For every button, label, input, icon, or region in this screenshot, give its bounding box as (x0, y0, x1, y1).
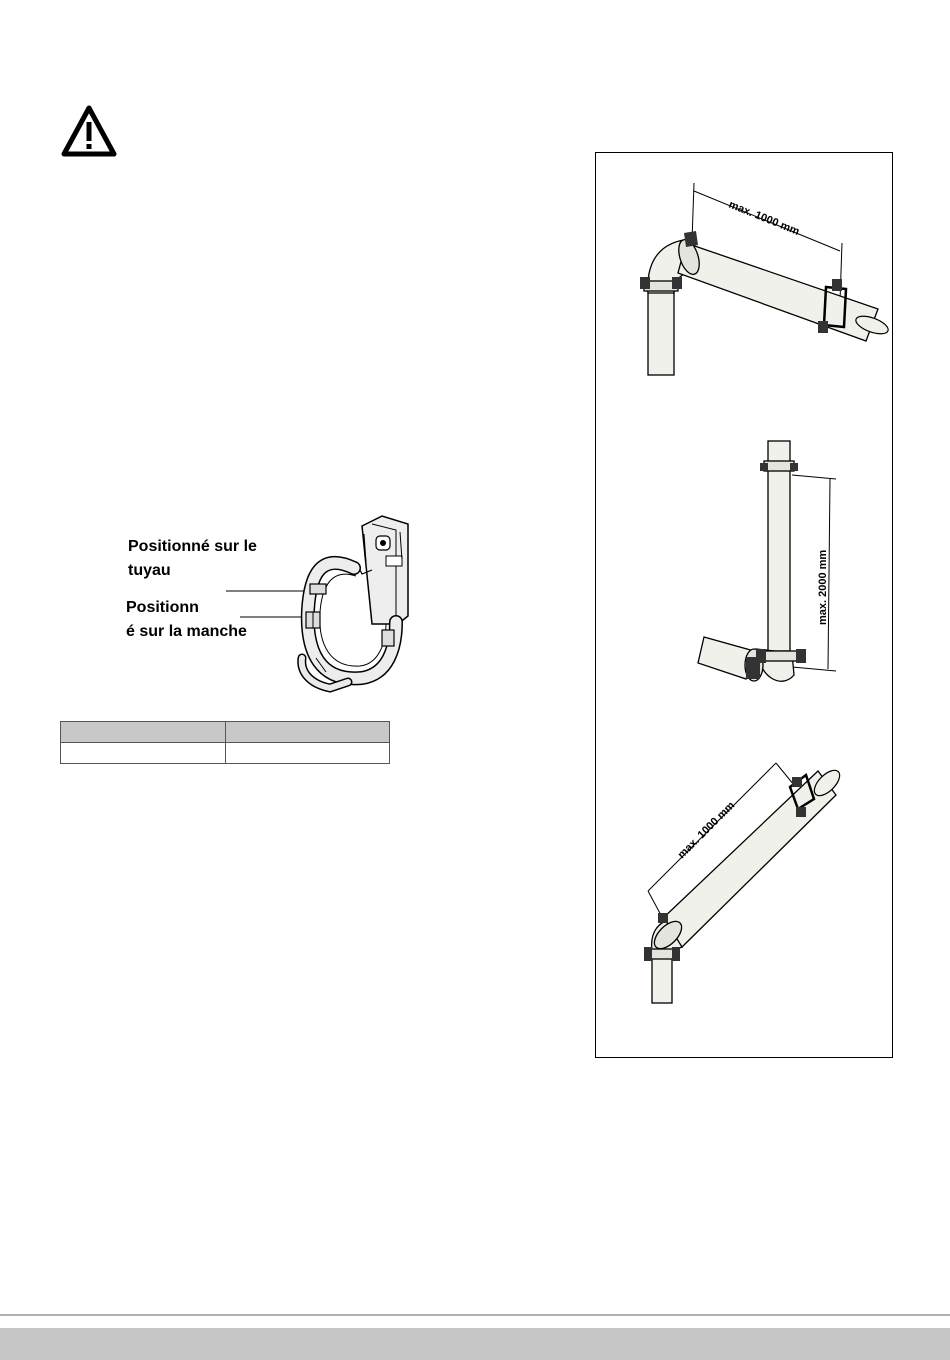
table-cell (61, 743, 226, 764)
table-row (61, 743, 390, 764)
vertical-pipe-diagram (596, 439, 892, 699)
warning-triangle-icon (60, 104, 118, 158)
spec-table (60, 721, 390, 764)
table-cell (225, 743, 390, 764)
dimension-label-inclined: max. 1000 mm (675, 799, 738, 862)
dimension-label-horizontal: max. 1000 mm (726, 198, 802, 238)
pipe-support-figure-box (595, 152, 893, 1058)
label-sleeve-text: Positionn é sur la manche (126, 599, 247, 640)
pipe-clamp-illustration (150, 512, 420, 696)
footer-bar (0, 1328, 950, 1360)
inclined-pipe-diagram (596, 751, 892, 1011)
horizontal-pipe-diagram (596, 181, 892, 381)
table-header-cell (225, 722, 390, 743)
footer-divider (0, 1314, 950, 1316)
table-header-cell (61, 722, 226, 743)
label-pipe-text: Positionné sur le tuyau (128, 538, 257, 579)
table-header-row (61, 722, 390, 743)
dimension-label-vertical: max. 2000 mm (817, 549, 829, 625)
